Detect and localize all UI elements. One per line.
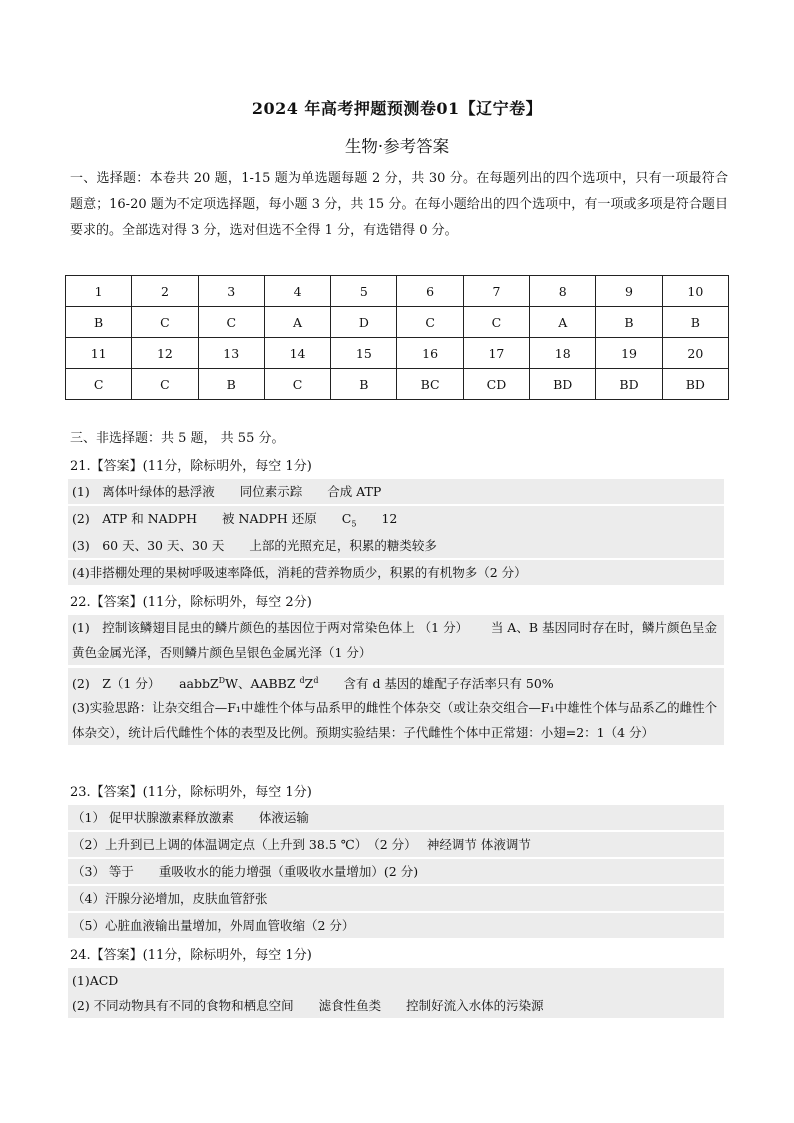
- superscript: D: [218, 676, 226, 685]
- question-number-cell: 18: [530, 338, 596, 369]
- answer-cell: C: [463, 307, 529, 338]
- page-title: 2024 年高考押题预测卷01【辽宁卷】: [251, 99, 543, 118]
- answer-cell: CD: [463, 369, 529, 400]
- q22-line-2-text: (2) Z（1 分） aabbZ: [72, 676, 219, 692]
- question-number-cell: 16: [397, 338, 463, 369]
- q21-line-2: [68, 506, 724, 537]
- question-number-cell: 2: [132, 276, 198, 307]
- q23-line-5: （5）心脏血液输出量增加，外周血管收缩（2 分）: [68, 913, 724, 938]
- answer-cell: C: [264, 369, 330, 400]
- answer-cell: C: [66, 369, 132, 400]
- q21-line-2-text: (2) ATP 和 NADPH 被 NADPH 还原 C: [72, 511, 352, 526]
- q23-heading: 23.【答案】(11分，除标明外，每空 1分): [70, 785, 312, 800]
- page-subtitle: 生物·参考答案: [344, 137, 450, 156]
- answer-cell: BD: [530, 369, 596, 400]
- answer-cell: C: [198, 307, 264, 338]
- answer-row: [66, 369, 729, 400]
- question-number-row: [66, 276, 729, 307]
- answer-cell: BD: [662, 369, 728, 400]
- question-number-cell: 6: [397, 276, 463, 307]
- question-number-cell: 8: [530, 276, 596, 307]
- superscript: d: [299, 676, 305, 685]
- q23-line-3: （3） 等于 重吸收水的能力增强（重吸收水量增加）(2 分): [68, 859, 724, 884]
- answer-cell: B: [198, 369, 264, 400]
- question-number-cell: 4: [264, 276, 330, 307]
- q21-heading: 21.【答案】(11分，除标明外，每空 1分): [70, 459, 312, 474]
- question-number-cell: 7: [463, 276, 529, 307]
- question-number-cell: 19: [596, 338, 662, 369]
- question-number-cell: 5: [331, 276, 397, 307]
- q24-line-1: (1)ACD: [68, 968, 724, 993]
- q21-line-2-tail: 12: [356, 511, 398, 526]
- q21-line-1: (1) 离体叶绿体的悬浮液 同位素示踪 合成 ATP: [68, 479, 724, 504]
- question-number-cell: 11: [66, 338, 132, 369]
- question-number-cell: 13: [198, 338, 264, 369]
- question-number-cell: 15: [331, 338, 397, 369]
- question-number-cell: 1: [66, 276, 132, 307]
- answer-cell: B: [662, 307, 728, 338]
- question-number-cell: 9: [596, 276, 662, 307]
- section-3-title: 三、非选择题：共 5 题， 共 55 分。: [70, 431, 285, 446]
- answer-cell: BD: [596, 369, 662, 400]
- question-number-cell: 3: [198, 276, 264, 307]
- answer-cell: B: [66, 307, 132, 338]
- answer-cell: C: [397, 307, 463, 338]
- question-number-cell: 12: [132, 338, 198, 369]
- q21-line-3: (3) 60 天、30 天、30 天 上部的光照充足，积累的糖类较多: [68, 533, 724, 558]
- question-number-cell: 10: [662, 276, 728, 307]
- question-number-cell: 17: [463, 338, 529, 369]
- q23-line-4: （4）汗腺分泌增加，皮肤血管舒张: [68, 886, 724, 911]
- q24-heading: 24.【答案】(11分，除标明外，每空 1分): [70, 948, 312, 963]
- answer-cell: A: [264, 307, 330, 338]
- answer-cell: C: [132, 369, 198, 400]
- answer-table: [65, 275, 729, 400]
- q22-line-2: [68, 668, 724, 696]
- q22-line-2-mid: W、AABBZ: [225, 676, 300, 692]
- section-1-instructions: 一、选择题：本卷共 20 题，1-15 题为单选题每题 2 分，共 30 分。在每题列出的四个选项中，只有一项最符合题意；16-20 题为不定项选择题，每小题 3 分，共 15 分。在每小题给出的四个选项中，有一项或多项是符合题目要求的。全部选对得 3 分，选对但选不全得 1 分，有选错得 0 分。: [70, 171, 728, 238]
- question-number-cell: 20: [662, 338, 728, 369]
- question-number-row: [66, 338, 729, 369]
- answer-row: [66, 307, 729, 338]
- question-number-cell: 14: [264, 338, 330, 369]
- subscript: 5: [351, 519, 357, 529]
- superscript: d: [313, 676, 319, 685]
- answer-cell: C: [132, 307, 198, 338]
- q22-line-2-z: Z: [304, 676, 314, 692]
- answer-cell: D: [331, 307, 397, 338]
- q24-line-2: (2) 不同动物具有不同的食物和栖息空间 滤食性鱼类 控制好流入水体的污染源: [68, 993, 724, 1018]
- answer-cell: B: [596, 307, 662, 338]
- q22-heading: 22.【答案】(11分，除标明外，每空 2分): [70, 595, 312, 610]
- q22-line-3: (3)实验思路：让杂交组合—F₁中雄性个体与品系甲的雌性个体杂交（或让杂交组合—F₁中雄性个体与品系乙的雌性个体杂交），统计后代雌性个体的表型及比例。预期实验结果：子代雌性个体中正常翅：小翅=2：1（4 分）: [68, 695, 724, 745]
- q21-line-4: (4)非搭棚处理的果树呼吸速率降低，消耗的营养物质少，积累的有机物多（2 分）: [68, 560, 724, 585]
- q22-line-2-tail: 含有 d 基因的雄配子存活率只有 50%: [318, 676, 554, 692]
- answer-cell: B: [331, 369, 397, 400]
- answer-cell: BC: [397, 369, 463, 400]
- q22-line-1: (1) 控制该鳞翅目昆虫的鳞片颜色的基因位于两对常染色体上 （1 分） 当 A、B 基因同时存在时，鳞片颜色呈金黄色金属光泽，否则鳞片颜色呈银色金属光泽（1 分）: [68, 615, 724, 665]
- q23-line-1: （1） 促甲状腺激素释放激素 体液运输: [68, 805, 724, 830]
- answer-cell: A: [530, 307, 596, 338]
- q23-line-2: （2）上升到已上调的体温调定点（上升到 38.5 ℃） （2 分） 神经调节 体液调节: [68, 832, 724, 857]
